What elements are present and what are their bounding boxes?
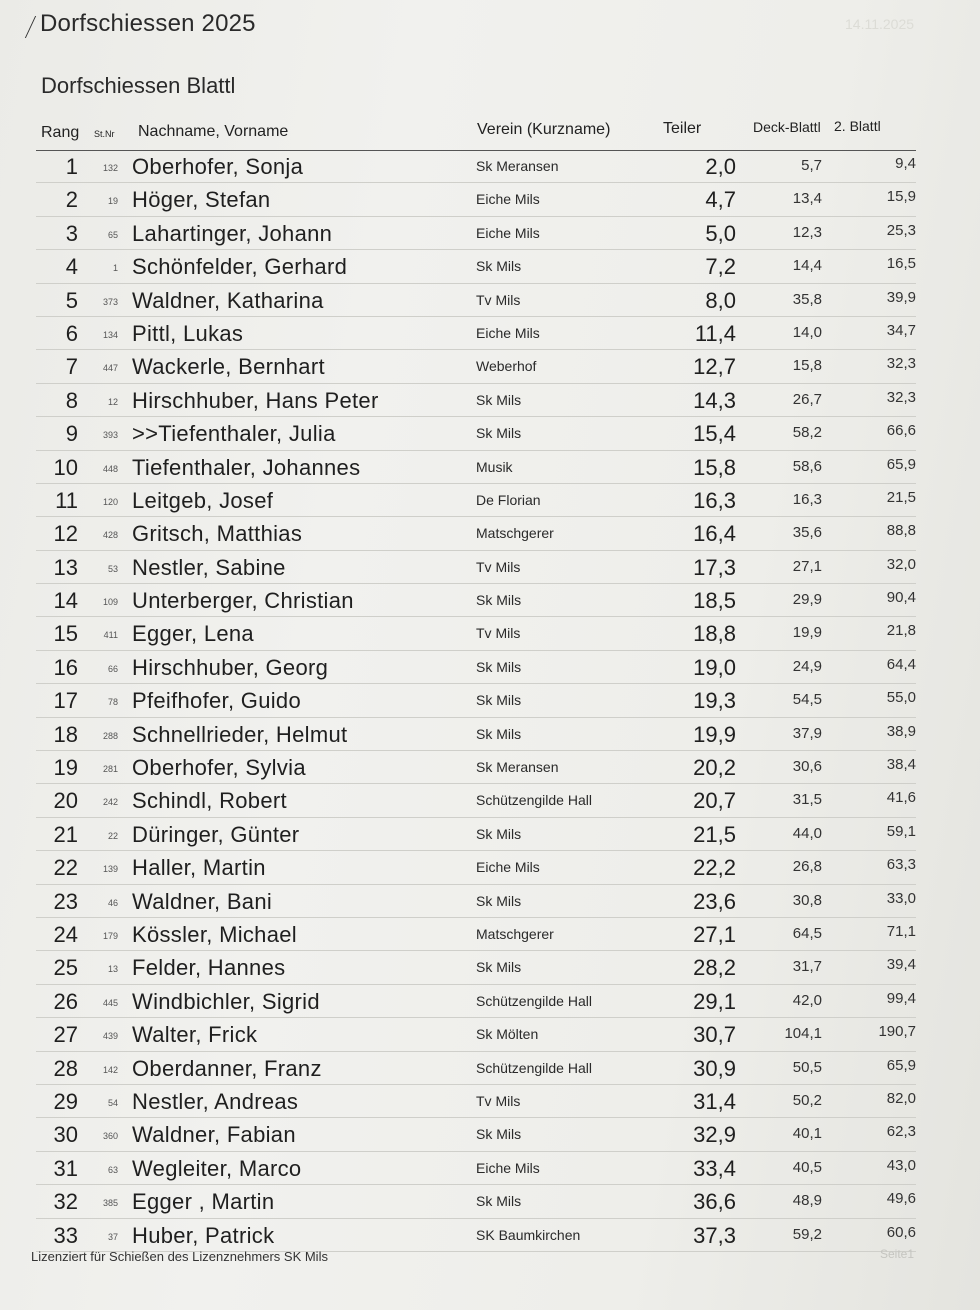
start-number-cell: 109: [102, 597, 118, 608]
table-row: [36, 818, 916, 851]
column-header-name: Nachname, Vorname: [138, 123, 289, 140]
second-blattl-cell: 63,3: [886, 856, 916, 874]
second-blattl-cell: 60,6: [886, 1223, 916, 1241]
rank-cell: 21: [53, 821, 78, 847]
club-cell: Sk Mils: [476, 1193, 522, 1210]
table-row: [36, 317, 916, 350]
column-header-rang: Rang: [41, 124, 80, 141]
column-header-verein: Verein (Kurzname): [477, 121, 611, 138]
name-cell: Pfeifhofer, Guido: [132, 688, 301, 714]
table-row: [36, 1219, 916, 1252]
club-cell: Eiche Mils: [476, 191, 540, 208]
rank-cell: 9: [65, 421, 78, 447]
start-number-cell: 120: [102, 496, 118, 507]
name-cell: Düringer, Günter: [132, 821, 300, 847]
rank-cell: 17: [53, 688, 78, 714]
deck-blattl-cell: 31,7: [792, 958, 822, 976]
name-cell: Windbichler, Sigrid: [132, 988, 320, 1014]
teiler-cell: 36,6: [693, 1189, 736, 1215]
rank-cell: 7: [65, 354, 78, 380]
start-number-cell: 373: [102, 296, 118, 307]
table-row: [36, 551, 916, 584]
club-cell: Sk Meransen: [476, 158, 559, 174]
second-blattl-cell: 65,9: [886, 1056, 916, 1074]
rank-cell: 15: [53, 621, 78, 647]
name-cell: >>Tiefenthaler, Julia: [132, 421, 336, 447]
deck-blattl-cell: 50,2: [792, 1091, 822, 1109]
second-blattl-cell: 55,0: [886, 689, 916, 707]
teiler-cell: 12,7: [693, 354, 736, 380]
rank-cell: 16: [53, 654, 78, 680]
teiler-cell: 33,4: [693, 1155, 736, 1181]
document-subtitle: Dorfschiessen Blattl: [41, 73, 236, 98]
table-row: [36, 751, 916, 784]
rank-cell: 29: [53, 1088, 78, 1114]
club-cell: De Florian: [476, 491, 541, 508]
results-table: [36, 150, 916, 1252]
rank-cell: 20: [53, 788, 78, 814]
table-row: [36, 918, 916, 951]
deck-blattl-cell: 29,9: [792, 591, 822, 609]
second-blattl-cell: 38,4: [886, 756, 916, 774]
club-cell: Matschgerer: [476, 525, 554, 542]
teiler-cell: 20,7: [693, 788, 736, 814]
start-number-cell: 447: [102, 363, 118, 374]
second-blattl-cell: 82,0: [886, 1089, 916, 1107]
second-blattl-cell: 39,9: [886, 288, 916, 306]
table-row: [36, 417, 916, 450]
rank-cell: 26: [53, 988, 78, 1014]
table-row: [36, 1118, 916, 1151]
document-title: Dorfschiessen 2025: [40, 10, 256, 37]
start-number-cell: 37: [107, 1231, 118, 1242]
teiler-cell: 14,3: [693, 387, 736, 413]
club-cell: Sk Mils: [476, 892, 522, 909]
table-row: [36, 684, 916, 717]
rank-cell: 5: [65, 287, 78, 313]
deck-blattl-cell: 58,6: [792, 457, 822, 475]
second-blattl-cell: 65,9: [886, 455, 916, 473]
teiler-cell: 29,1: [693, 988, 736, 1014]
teiler-cell: 21,5: [693, 821, 736, 847]
table-row: [36, 851, 916, 884]
table-row: [36, 1018, 916, 1051]
table-row: [36, 517, 916, 550]
club-cell: Eiche Mils: [476, 224, 540, 241]
deck-blattl-cell: 40,5: [792, 1158, 822, 1176]
start-number-cell: 1: [112, 263, 118, 274]
teiler-cell: 8,0: [705, 287, 736, 313]
teiler-cell: 30,9: [693, 1055, 736, 1081]
name-cell: Nestler, Andreas: [132, 1088, 299, 1114]
column-header-stnr: St.Nr: [94, 129, 115, 139]
table-row: [36, 951, 916, 984]
name-cell: Hirschhuber, Hans Peter: [132, 387, 379, 413]
club-cell: Tv Mils: [476, 291, 521, 308]
club-cell: Sk Mils: [476, 592, 522, 609]
rank-cell: 25: [53, 955, 78, 981]
club-cell: Sk Mölten: [476, 1026, 539, 1043]
rank-cell: 11: [55, 487, 78, 513]
club-cell: Sk Mils: [476, 658, 522, 675]
start-number-cell: 445: [102, 997, 118, 1008]
deck-blattl-cell: 24,9: [792, 657, 822, 675]
start-number-cell: 19: [107, 196, 118, 207]
second-blattl-cell: 33,0: [886, 889, 916, 907]
rank-cell: 32: [53, 1189, 78, 1215]
club-cell: Sk Mils: [476, 825, 522, 842]
start-number-cell: 132: [102, 163, 118, 173]
rank-cell: 8: [65, 387, 78, 413]
start-number-cell: 53: [107, 563, 118, 574]
teiler-cell: 37,3: [693, 1222, 736, 1248]
teiler-cell: 22,2: [693, 855, 736, 881]
rank-cell: 28: [53, 1055, 78, 1081]
name-cell: Waldner, Fabian: [132, 1122, 296, 1148]
teiler-cell: 27,1: [693, 921, 736, 947]
deck-blattl-cell: 12,3: [792, 223, 822, 241]
second-blattl-cell: 90,4: [886, 589, 916, 607]
table-row: [36, 985, 916, 1018]
table-row: [36, 451, 916, 484]
table-row: [36, 250, 916, 283]
club-cell: Weberhof: [476, 358, 537, 375]
name-cell: Waldner, Bani: [132, 888, 273, 914]
column-header-teiler: Teiler: [663, 120, 702, 137]
second-blattl-cell: 21,5: [886, 488, 916, 506]
club-cell: Tv Mils: [476, 625, 521, 642]
table-row: [36, 1185, 916, 1218]
table-row: [36, 350, 916, 383]
deck-blattl-cell: 30,6: [792, 758, 822, 776]
table-row: [36, 284, 916, 317]
table-row: [36, 885, 916, 918]
table-row: [36, 584, 916, 617]
start-number-cell: 142: [102, 1064, 118, 1075]
teiler-cell: 20,2: [693, 755, 736, 781]
name-cell: Höger, Stefan: [132, 187, 271, 213]
name-cell: Gritsch, Matthias: [132, 521, 303, 547]
club-cell: Tv Mils: [476, 1092, 521, 1109]
rank-cell: 19: [53, 755, 78, 781]
second-blattl-cell: 99,4: [886, 989, 916, 1007]
club-cell: Sk Mils: [476, 692, 522, 709]
start-number-cell: 78: [107, 697, 118, 708]
teiler-cell: 5,0: [705, 220, 736, 246]
teiler-cell: 17,3: [693, 554, 736, 580]
deck-blattl-cell: 59,2: [792, 1225, 822, 1243]
start-number-cell: 288: [102, 730, 118, 741]
teiler-cell: 19,9: [693, 721, 736, 747]
start-number-cell: 46: [107, 897, 118, 908]
start-number-cell: 448: [102, 463, 118, 474]
name-cell: Kössler, Michael: [132, 921, 297, 947]
rank-cell: 33: [53, 1222, 78, 1248]
teiler-cell: 16,3: [693, 487, 736, 513]
second-blattl-cell: 32,3: [886, 355, 916, 373]
deck-blattl-cell: 44,0: [792, 824, 822, 842]
second-blattl-cell: 9,4: [895, 155, 916, 172]
rank-cell: 24: [53, 921, 78, 947]
teiler-cell: 4,7: [705, 187, 736, 213]
teiler-cell: 18,5: [693, 588, 736, 614]
teiler-cell: 28,2: [693, 955, 736, 981]
second-blattl-cell: 16,5: [886, 255, 916, 273]
second-blattl-cell: 49,6: [886, 1190, 916, 1208]
name-cell: Oberdanner, Franz: [132, 1055, 322, 1081]
deck-blattl-cell: 26,7: [792, 390, 822, 408]
deck-blattl-cell: 54,5: [792, 691, 822, 709]
second-blattl-cell: 41,6: [886, 789, 916, 807]
second-blattl-cell: 32,0: [886, 555, 916, 573]
column-header-2-blattl: 2. Blattl: [834, 118, 881, 134]
rank-cell: 22: [53, 855, 78, 881]
deck-blattl-cell: 48,9: [792, 1192, 822, 1210]
start-number-cell: 385: [102, 1198, 118, 1209]
club-cell: Sk Meransen: [476, 759, 559, 776]
start-number-cell: 12: [107, 396, 118, 407]
rank-cell: 1: [65, 154, 78, 179]
deck-blattl-cell: 42,0: [792, 991, 822, 1009]
second-blattl-cell: 59,1: [886, 822, 916, 840]
name-cell: Schönfelder, Gerhard: [132, 254, 348, 280]
start-number-cell: 411: [103, 630, 118, 641]
second-blattl-cell: 32,3: [886, 388, 916, 406]
second-blattl-cell: 64,4: [886, 655, 916, 673]
teiler-cell: 15,4: [693, 421, 736, 447]
club-cell: Schützengilde Hall: [476, 992, 592, 1009]
table-row: [36, 384, 916, 417]
deck-blattl-cell: 31,5: [792, 791, 822, 809]
name-cell: Egger , Martin: [132, 1189, 275, 1215]
table-row: [36, 1052, 916, 1085]
name-cell: Pittl, Lukas: [132, 320, 244, 346]
start-number-cell: 66: [107, 663, 118, 674]
name-cell: Wegleiter, Marco: [132, 1155, 302, 1181]
name-cell: Nestler, Sabine: [132, 554, 286, 580]
rank-cell: 13: [53, 554, 78, 580]
teiler-cell: 2,0: [705, 154, 736, 179]
name-cell: Hirschhuber, Georg: [132, 654, 329, 680]
club-cell: Eiche Mils: [476, 324, 540, 341]
name-cell: Felder, Hannes: [132, 955, 286, 981]
rank-cell: 30: [53, 1122, 78, 1148]
teiler-cell: 18,8: [693, 621, 736, 647]
second-blattl-cell: 38,9: [886, 722, 916, 740]
deck-blattl-cell: 13,4: [792, 190, 822, 208]
second-blattl-cell: 190,7: [878, 1023, 916, 1041]
start-number-cell: 242: [102, 797, 118, 808]
start-number-cell: 360: [102, 1131, 118, 1142]
deck-blattl-cell: 27,1: [792, 557, 822, 575]
name-cell: Wackerle, Bernhart: [132, 354, 325, 380]
start-number-cell: 428: [102, 530, 118, 541]
table-row: [36, 651, 916, 684]
start-number-cell: 134: [102, 329, 118, 340]
start-number-cell: 281: [102, 764, 118, 775]
teiler-cell: 16,4: [693, 521, 736, 547]
rank-cell: 18: [53, 721, 78, 747]
start-number-cell: 439: [102, 1031, 118, 1042]
faint-header-date: 14.11.2025: [845, 16, 915, 32]
club-cell: Sk Mils: [476, 959, 522, 976]
table-row: [36, 784, 916, 817]
deck-blattl-cell: 35,8: [792, 290, 822, 308]
club-cell: Musik: [476, 458, 513, 475]
deck-blattl-cell: 19,9: [792, 624, 822, 642]
name-cell: Egger, Lena: [132, 621, 254, 647]
second-blattl-cell: 34,7: [886, 321, 916, 339]
rank-cell: 14: [53, 588, 78, 614]
table-row: [36, 617, 916, 650]
deck-blattl-cell: 15,8: [792, 357, 822, 375]
name-cell: Leitgeb, Josef: [132, 487, 274, 513]
deck-blattl-cell: 50,5: [792, 1058, 822, 1076]
club-cell: Sk Mils: [476, 258, 522, 275]
second-blattl-cell: 62,3: [886, 1123, 916, 1141]
deck-blattl-cell: 58,2: [792, 424, 822, 442]
deck-blattl-cell: 14,0: [792, 323, 822, 341]
table-row: [36, 183, 916, 216]
name-cell: Lahartinger, Johann: [132, 220, 333, 246]
table-row: [36, 718, 916, 751]
club-cell: Tv Mils: [476, 558, 521, 575]
rank-cell: 4: [65, 254, 78, 280]
table-row: [36, 1152, 916, 1185]
column-header-deck-blattl: Deck-Blattl: [753, 119, 821, 135]
club-cell: Matschgerer: [476, 925, 554, 942]
club-cell: Eiche Mils: [476, 859, 540, 876]
table-row: [36, 1085, 916, 1118]
second-blattl-cell: 15,9: [886, 188, 916, 206]
start-number-cell: 179: [102, 930, 118, 941]
name-cell: Waldner, Katharina: [132, 287, 324, 313]
name-cell: Schindl, Robert: [132, 788, 287, 814]
name-cell: Huber, Patrick: [132, 1222, 275, 1248]
deck-blattl-cell: 104,1: [784, 1025, 822, 1043]
second-blattl-cell: 21,8: [886, 622, 916, 640]
start-number-cell: 393: [102, 430, 118, 441]
teiler-cell: 19,0: [693, 654, 736, 680]
club-cell: Sk Mils: [476, 725, 522, 742]
teiler-cell: 31,4: [693, 1088, 736, 1114]
name-cell: Tiefenthaler, Johannes: [132, 454, 361, 480]
teiler-cell: 23,6: [693, 888, 736, 914]
deck-blattl-cell: 5,7: [801, 157, 822, 174]
teiler-cell: 15,8: [693, 454, 736, 480]
table-row: [36, 217, 916, 250]
name-cell: Unterberger, Christian: [132, 588, 354, 614]
license-footer: Lizenziert für Schießen des Lizenznehmers SK Mils: [31, 1249, 328, 1264]
table-row: [36, 150, 916, 183]
teiler-cell: 30,7: [693, 1022, 736, 1048]
deck-blattl-cell: 64,5: [792, 924, 822, 942]
rank-cell: 12: [53, 521, 78, 547]
rank-cell: 10: [53, 454, 78, 480]
name-cell: Walter, Frick: [132, 1022, 258, 1048]
club-cell: Eiche Mils: [476, 1159, 540, 1176]
club-cell: Sk Mils: [476, 391, 522, 408]
rank-cell: 31: [53, 1155, 78, 1181]
club-cell: Schützengilde Hall: [476, 792, 592, 809]
rank-cell: 23: [53, 888, 78, 914]
deck-blattl-cell: 30,8: [792, 891, 822, 909]
teiler-cell: 32,9: [693, 1122, 736, 1148]
rank-cell: 3: [65, 220, 78, 246]
deck-blattl-cell: 35,6: [792, 524, 822, 542]
start-number-cell: 54: [107, 1097, 118, 1108]
club-cell: Sk Mils: [476, 1126, 522, 1143]
rank-cell: 6: [65, 320, 78, 346]
table-row: [36, 484, 916, 517]
start-number-cell: 65: [107, 229, 118, 240]
start-number-cell: 22: [107, 830, 118, 841]
name-cell: Oberhofer, Sylvia: [132, 755, 306, 781]
name-cell: Schnellrieder, Helmut: [132, 721, 348, 747]
start-number-cell: 13: [107, 964, 118, 975]
start-number-cell: 139: [102, 864, 118, 875]
second-blattl-cell: 39,4: [886, 956, 916, 974]
deck-blattl-cell: 37,9: [792, 724, 822, 742]
club-cell: Schützengilde Hall: [476, 1059, 592, 1076]
second-blattl-cell: 25,3: [886, 221, 916, 239]
second-blattl-cell: 71,1: [886, 922, 916, 940]
rank-cell: 27: [53, 1022, 78, 1048]
deck-blattl-cell: 14,4: [792, 257, 822, 275]
name-cell: Oberhofer, Sonja: [132, 154, 304, 179]
teiler-cell: 7,2: [705, 254, 736, 280]
second-blattl-cell: 88,8: [886, 522, 916, 540]
club-cell: Sk Mils: [476, 425, 522, 442]
deck-blattl-cell: 40,1: [792, 1125, 822, 1143]
deck-blattl-cell: 16,3: [792, 490, 822, 508]
second-blattl-cell: 43,0: [886, 1156, 916, 1174]
deck-blattl-cell: 26,8: [792, 858, 822, 876]
name-cell: Haller, Martin: [132, 855, 266, 881]
second-blattl-cell: 66,6: [886, 422, 916, 440]
start-number-cell: 63: [107, 1164, 118, 1175]
club-cell: SK Baumkirchen: [476, 1226, 581, 1243]
page-label: Seite1: [880, 1247, 915, 1261]
rank-cell: 2: [65, 187, 78, 213]
teiler-cell: 11,4: [694, 320, 736, 346]
teiler-cell: 19,3: [693, 688, 736, 714]
